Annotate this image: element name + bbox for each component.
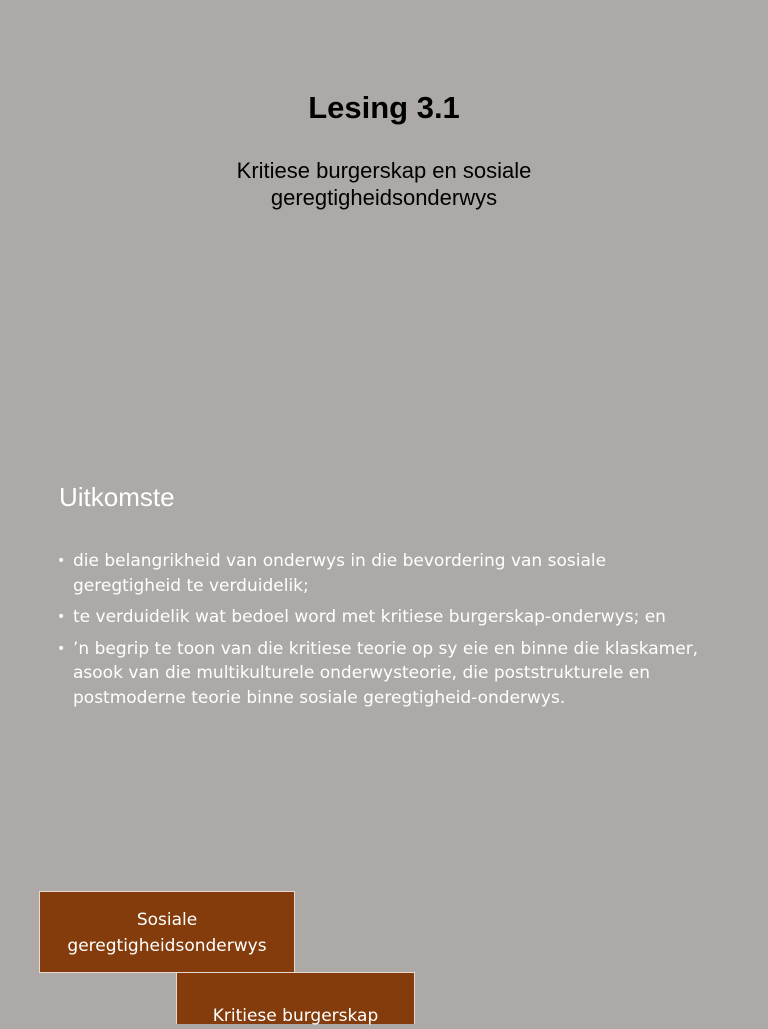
diagram-box-critical-citizenship: Kritiese burgerskap <box>176 972 415 1024</box>
outcomes-heading: Uitkomste <box>59 482 175 512</box>
slide-title: Lesing 3.1 <box>308 90 460 125</box>
list-item <box>57 549 717 598</box>
list-item <box>57 605 717 630</box>
bullet-icon: • <box>57 609 66 625</box>
outcomes-list <box>57 549 717 717</box>
diagram-box-social-justice-education: Sosiale geregtigheidsonderwys <box>39 891 295 973</box>
list-item-text: die belangrikheid van onderwys in die bevordering van sosiale geregtigheid te verduidelik; <box>73 551 607 596</box>
list-item <box>57 637 717 711</box>
bullet-icon: • <box>57 640 66 657</box>
slide-subtitle: Kritiese burgerskap en sosiale geregtigheidsonderwys <box>236 158 532 210</box>
list-item-text: te verduidelik wat bedoel word met kritiese burgerskap-onderwys; en <box>73 607 666 627</box>
bullet-icon: • <box>57 553 66 569</box>
list-item-text: ’n begrip te toon van die kritiese teorie op sy eie en binne die klaskamer, asook van die multikulturele onderwysteorie, die poststrukturele en postmoderne teorie binne sosiale geregtigheid-onderwys. <box>73 638 699 708</box>
